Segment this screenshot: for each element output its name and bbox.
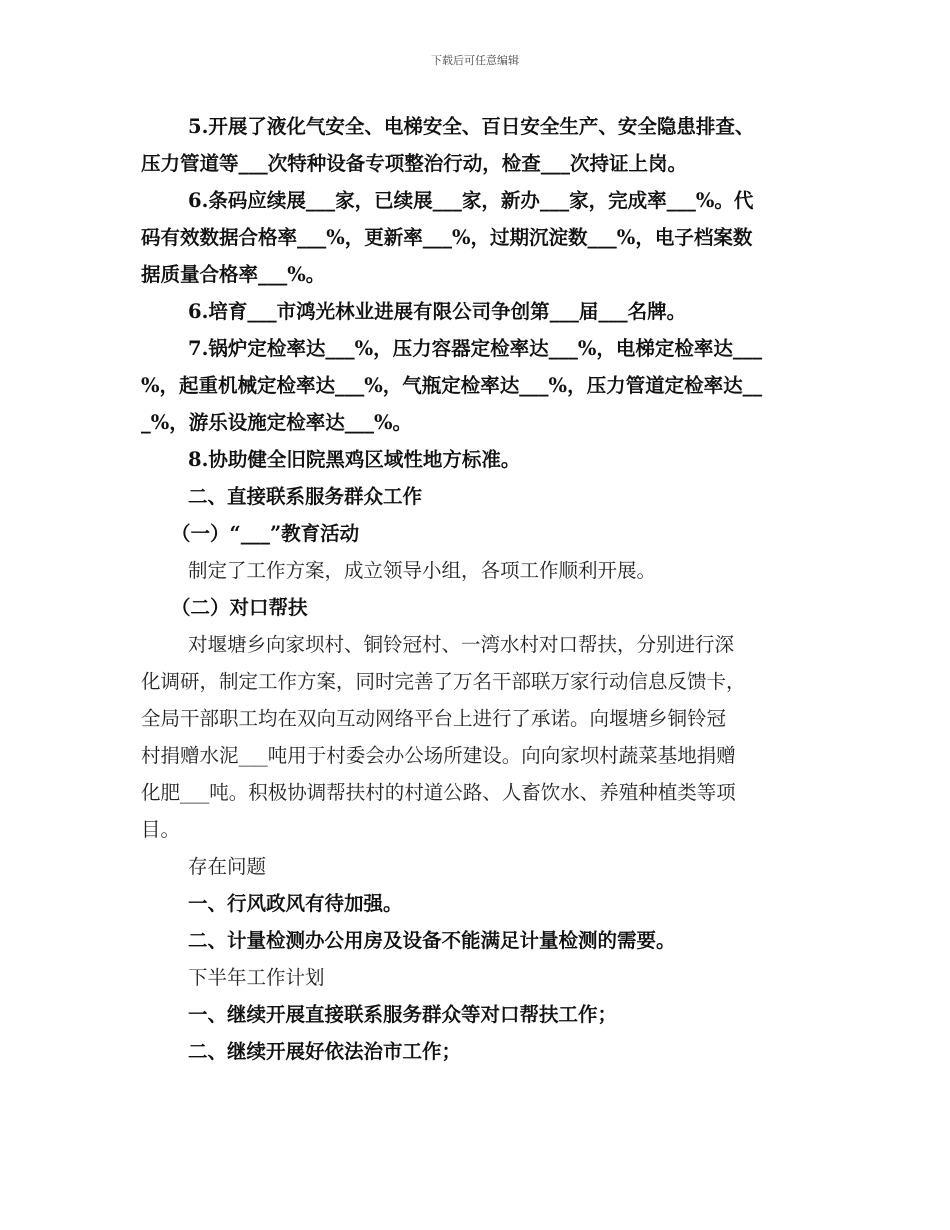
text-line: %，起重机械定检率达___%，气瓶定检率达___%，压力管道定检率达__: [141, 374, 763, 397]
text-line: 一、行风政风有待加强。: [188, 892, 403, 915]
text-line: 化调研，制定工作方案，同时完善了万名干部联万家行动信息反馈卡，: [141, 670, 746, 693]
subsection-heading: （一）“___”教育活动: [171, 522, 360, 545]
text-line: 6.培育___市鸿光林业进展有限公司争创第___届___名牌。: [188, 300, 687, 323]
section-heading: 二、直接联系服务群众工作: [188, 485, 423, 508]
page-header: 下载后可任意编辑: [431, 54, 519, 67]
text-line: 制定了工作方案，成立领导小组，各项工作顺利开展。: [188, 559, 657, 582]
text-line: 目。: [141, 818, 181, 841]
text-line: 8.协助健全旧院黑鸡区域性地方标准。: [188, 448, 521, 471]
section-heading: 下半年工作计划: [188, 966, 325, 989]
text-line: 7.锅炉定检率达___%，压力容器定检率达___%，电梯定检率达___: [188, 337, 763, 360]
text-line: 化肥___吨。积极协调帮扶村的村道公路、人畜饮水、养殖种植类等项: [141, 781, 736, 804]
text-line: 5.开展了液化气安全、电梯安全、百日安全生产、安全隐患排查、: [188, 115, 755, 138]
subsection-heading: （二）对口帮扶: [171, 596, 308, 619]
text-line: 全局干部职工均在双向互动网络平台上进行了承诺。向堰塘乡铜铃冠: [141, 707, 727, 730]
text-line: 二、继续开展好依法治市工作；: [188, 1040, 462, 1063]
text-line: 据质量合格率___%。: [141, 263, 326, 286]
text-line: 压力管道等___次特种设备专项整治行动，检查___次持证上岗。: [141, 152, 688, 175]
document-body: [141, 108, 816, 1070]
text-line: 村捐赠水泥___吨用于村委会办公场所建设。向向家坝村蔬菜基地捐赠: [141, 744, 736, 767]
text-line: 码有效数据合格率___%，更新率___%，过期沉淀数___%，电子档案数: [141, 226, 753, 249]
text-line: 二、计量检测办公用房及设备不能满足计量检测的需要。: [188, 929, 676, 952]
text-line: 一、继续开展直接联系服务群众等对口帮扶工作；: [188, 1003, 618, 1026]
text-line: _%，游乐设施定检率达___%。: [141, 411, 413, 434]
section-heading: 存在问题: [188, 855, 267, 878]
text-line: 6.条码应续展___家，已续展___家，新办___家，完成率___%。代: [188, 189, 754, 212]
text-line: 对堰塘乡向家坝村、铜铃冠村、一湾水村对口帮扶，分别进行深: [188, 633, 735, 656]
